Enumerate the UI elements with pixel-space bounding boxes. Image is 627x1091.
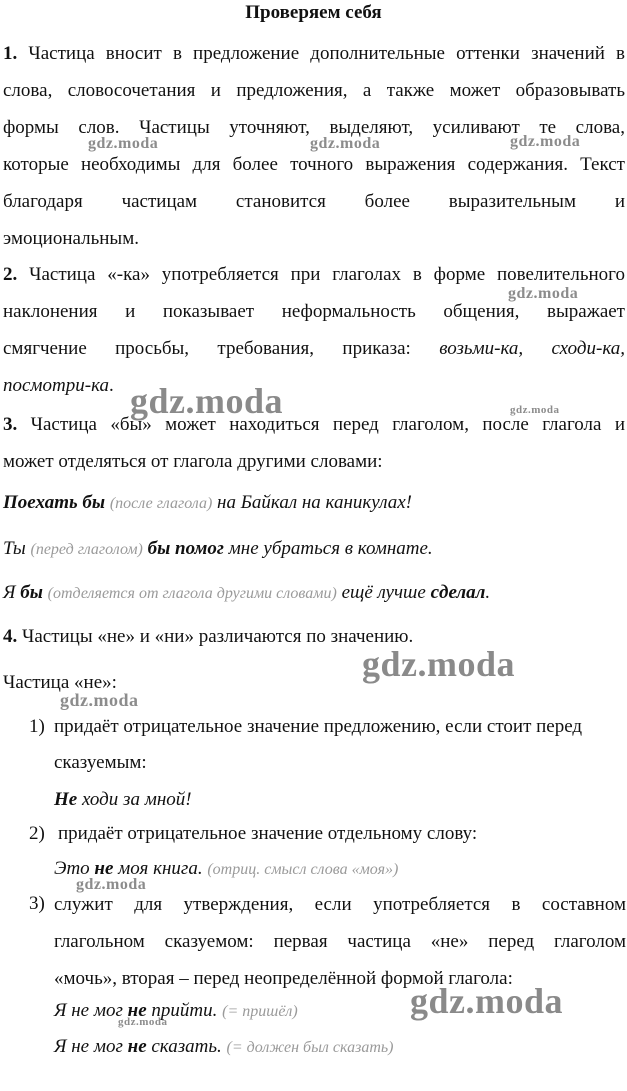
grammar-note: (= должен был сказать) <box>226 1039 394 1056</box>
paragraph-line: может отделяться от глагола другими словами: <box>3 451 383 472</box>
paragraph-line: формы слов. Частицы уточняют, выделяют, усиливают те слова, <box>3 117 625 138</box>
watermark: gdz.moda <box>510 404 560 416</box>
example-word: посмотри-ка <box>3 375 110 396</box>
paragraph-line: «мочь», вторая – перед неопределённой формой глагола: <box>54 968 513 989</box>
paragraph-2 <box>3 256 625 404</box>
paragraph-line: 3. Частица «бы» может находиться перед глаголом, после глагола и <box>3 414 625 435</box>
watermark: gdz.moda <box>130 381 284 421</box>
watermark: gdz.moda <box>508 285 579 302</box>
list-item-example: Я не мог не прийти. (= пришёл) <box>54 1000 298 1021</box>
paragraph-number: 3. <box>3 414 18 435</box>
list-item-number: 3) <box>29 893 45 914</box>
paragraph-line: наклонения и показывает неформальность общения, выражает <box>3 301 625 322</box>
list-item-text: придаёт отрицательное значение предложению, если стоит перед <box>54 716 583 737</box>
grammar-note: (перед глаголом) <box>30 541 143 558</box>
watermark: gdz.moda <box>510 133 581 150</box>
watermark: gdz.moda <box>118 1016 168 1028</box>
paragraph-line: посмотри-ка. <box>3 375 114 396</box>
watermark: gdz.moda <box>410 981 564 1021</box>
paragraph-line: которые необходимы для более точного выражения содержания. Текст <box>3 154 625 175</box>
paragraph-line: 1. Частица вносит в предложение дополнительные оттенки значений в <box>3 43 626 64</box>
watermark: gdz.moda <box>76 876 147 893</box>
watermark: gdz.moda <box>60 690 139 710</box>
grammar-note: (отриц. смысл слова «моя») <box>207 861 399 878</box>
paragraph-3 <box>3 406 625 480</box>
subheading: Частица «не»: <box>3 672 117 693</box>
paragraph-line: эмоциональным. <box>3 228 139 249</box>
paragraph-line: благодаря частицам становится более выразительным и <box>3 191 625 212</box>
grammar-note: (после глагола) <box>109 495 213 512</box>
list-item-example: Это не моя книга. (отриц. смысл слова «моя») <box>54 858 399 879</box>
paragraph-line: 2. Частица «-ка» употребляется при глаголах в форме повелительного <box>3 264 625 285</box>
list-item-text: придаёт отрицательное значение отдельному слову: <box>58 823 478 844</box>
paragraph-line: слова, словосочетания и предложения, а также может образовывать <box>3 80 625 101</box>
paragraph-number: 1. <box>3 43 18 64</box>
grammar-note: (отделяется от глагола другими словами) <box>47 585 337 602</box>
list-item-text: сказуемым: <box>54 752 147 773</box>
paragraph-number: 4. <box>3 626 18 647</box>
paragraph-number: 2. <box>3 264 18 285</box>
watermark: gdz.moda <box>362 644 516 684</box>
list-item-number: 2) <box>29 823 45 844</box>
list-item-example: Не ходи за мной! <box>54 789 192 810</box>
paragraph-4: 4. Частицы «не» и «ни» различаются по значению. <box>3 626 414 647</box>
watermark: gdz.moda <box>310 135 381 152</box>
paragraph-line: глагольном сказуемом: первая частица «не» перед глаголом <box>54 931 626 952</box>
grammar-note: (= пришёл) <box>222 1003 298 1020</box>
page-title: Проверяем себя <box>245 2 382 23</box>
watermark: gdz.moda <box>88 135 159 152</box>
example-sentence: Ты (перед глаголом) бы помог мне убраться в комнате. <box>3 538 433 559</box>
paragraph-line: смягчение просьбы, требования, приказа: возьми-ка, сходи-ка, <box>3 338 625 359</box>
paragraph-line: служит для утверждения, если употребляется в составном <box>54 894 626 915</box>
example-sentence: Поехать бы (после глагола) на Байкал на каникулах! <box>3 492 412 513</box>
list-item-number: 1) <box>29 716 45 737</box>
list-item-example: Я не мог не сказать. (= должен был сказать) <box>54 1036 394 1057</box>
example-words: возьми-ка, сходи-ка, <box>439 338 625 359</box>
example-sentence: Я бы (отделяется от глагола другими словами) ещё лучше сделал. <box>3 582 491 603</box>
